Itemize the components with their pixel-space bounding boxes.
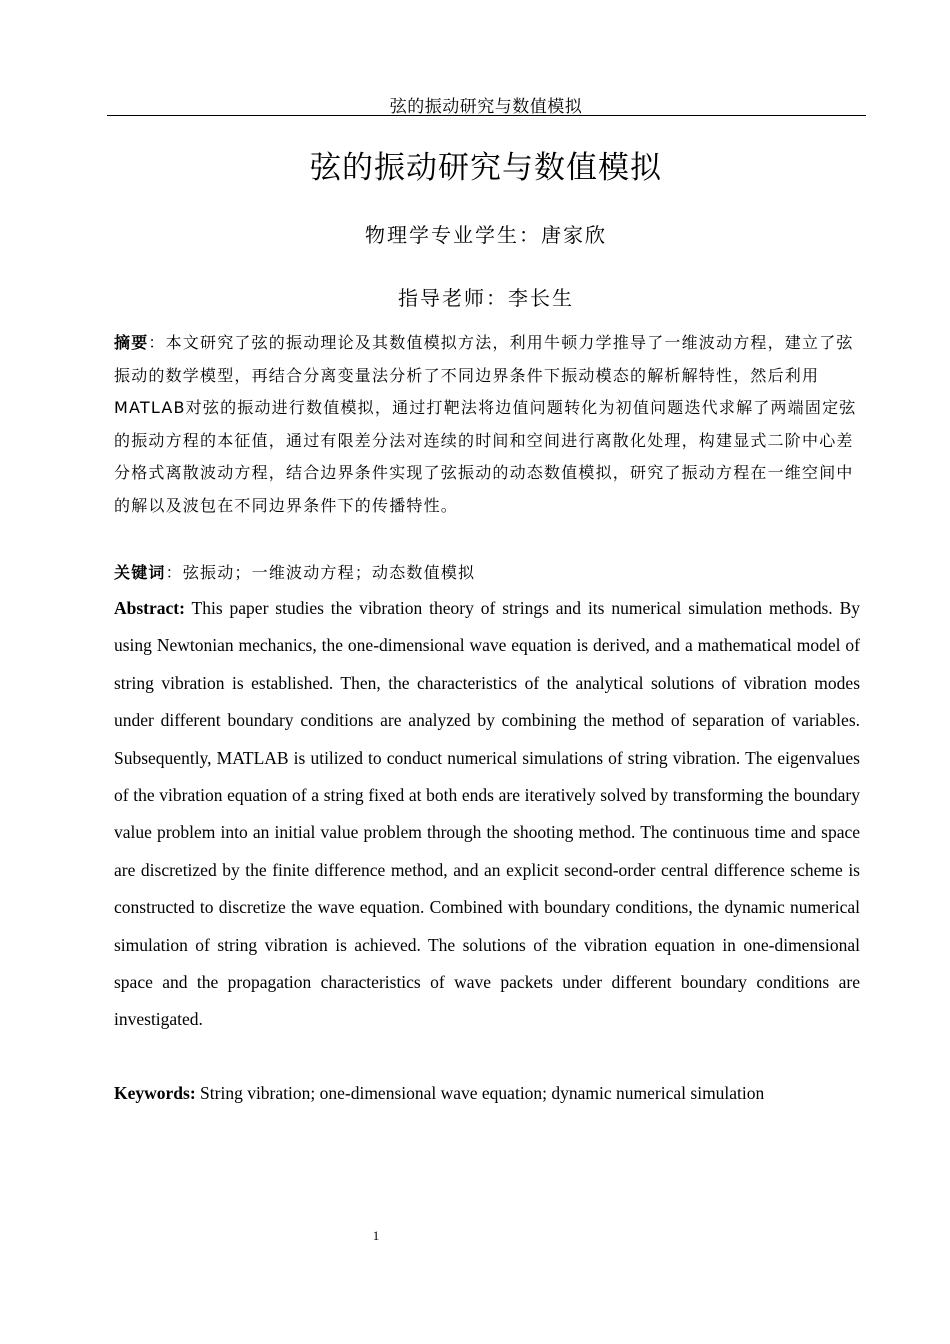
header-rule [107, 115, 866, 116]
keywords-cn-separator: ： [165, 563, 183, 582]
keywords-cn [114, 557, 864, 590]
abstract-en [114, 590, 860, 1039]
keywords-cn-text: 弦振动；一维波动方程；动态数值模拟 [182, 563, 476, 582]
abstract-en-label: Abstract: [114, 598, 185, 618]
abstract-en-text: This paper studies the vibration theory of strings and its numerical simulation methods. By using Newtonian mechanics, the one-dimensional wave equation is derived, and a mathematical model of string vibration is established. Then, the characteristics of the analytical solutions of vibration modes under different boundary conditions are analyzed by combining the method of separation of variables. Subsequently, MATLAB is utilized to conduct numerical simulations of string vibration. The eigenvalues of the vibration equation of a string fixed at both ends are iteratively solved by transforming the boundary value problem into an initial value problem through the shooting method. The continuous time and space are discretized by the finite difference method, and an explicit second-order central difference scheme is constructed to discretize the wave equation. Combined with boundary conditions, the dynamic numerical simulation of string vibration is achieved. The solutions of the vibration equation in one-dimensional space and the propagation characteristics of wave packets under different boundary conditions are investigated. [114, 598, 860, 1030]
running-header: 弦的振动研究与数值模拟 [389, 97, 583, 117]
abstract-cn-label: 摘要 [114, 333, 149, 352]
keywords-en-text: String vibration; one-dimensional wave equation; dynamic numerical simulation [200, 1083, 765, 1103]
keywords-en [114, 1075, 860, 1112]
author-line: 物理学专业学生：唐家欣 [365, 223, 607, 247]
page-number: 1 [372, 1228, 380, 1243]
paper-title: 弦的振动研究与数值模拟 [310, 150, 662, 186]
keywords-cn-label: 关键词 [114, 563, 166, 582]
advisor-line: 指导老师：李长生 [398, 286, 574, 310]
abstract-cn-text: 本文研究了弦的振动理论及其数值模拟方法，利用牛顿力学推导了一维波动方程，建立了弦振动的数学模型，再结合分离变量法分析了不同边界条件下振动模态的解析解特性，然后利用MATLAB对弦的振动进行数值模拟，通过打靶法将边值问题转化为初值问题迭代求解了两端固定弦的振动方程的本征值，通过有限差分法对连续的时间和空间进行离散化处理，构建显式二阶中心差分格式离散波动方程，结合边界条件实现了弦振动的动态数值模拟，研究了振动方程在一维空间中的解以及波包在不同边界条件下的传播特性。 [114, 333, 857, 515]
abstract-cn-separator: ： [148, 333, 166, 352]
abstract-cn [114, 327, 864, 522]
keywords-en-label: Keywords: [114, 1083, 196, 1103]
